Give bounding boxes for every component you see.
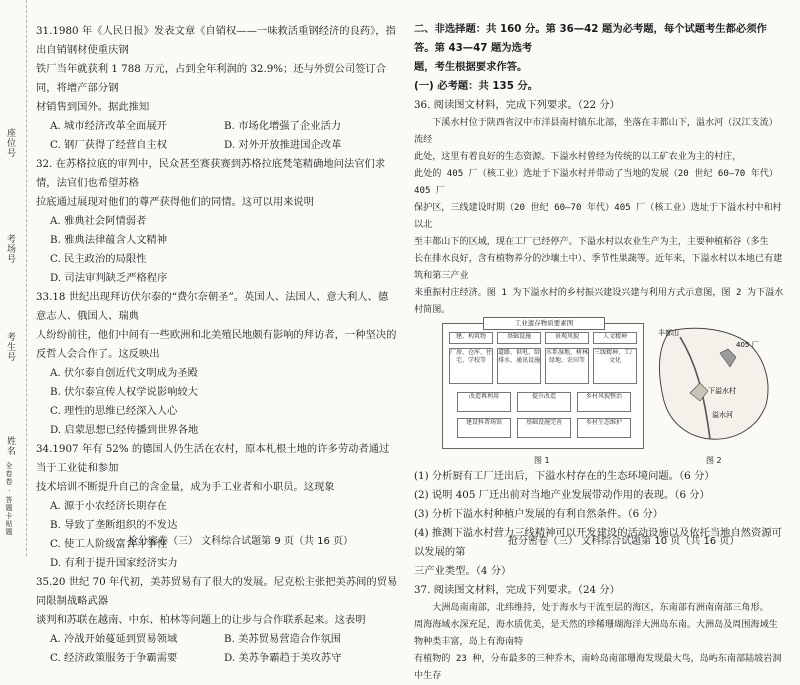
q36-para-6: 长在排水良好，含有植物养分的沙壤土中）、季节性果蔬等。近年来，下溢水村以本地已有建筑和第三产业	[414, 254, 783, 281]
q31-stem-3: 材销售到国外。据此推知	[36, 101, 150, 113]
q37-para-3: 有植物的 23 种，分布最多的三种乔木，南岭岛南部珊海发现最大鸟，岛屿东南部陆坡岩洞中生存	[414, 654, 782, 681]
q32-option-c: C. 民主政治的局限性	[50, 253, 147, 265]
fig1-top-box-3: 景观风貌	[545, 332, 589, 344]
binding-margin	[0, 0, 27, 556]
map-label-mountain: 丰都山	[658, 329, 679, 337]
figure-1-flowchart	[442, 319, 644, 449]
q34-stem-2: 技术培训不断提升自己的含金量，成为手工业者和小职员。这现象	[36, 481, 335, 493]
fig1-result-box-2: 基础设施完善	[517, 418, 571, 438]
question-31	[36, 22, 398, 155]
q34-option-a: A. 源于小农经济长期存在	[50, 500, 167, 512]
section-2-heading-2: 题，考生根据要求作答。	[414, 61, 528, 73]
q31-options-cd	[36, 136, 398, 155]
q31-stem-2: 铁厂当年就获利 1 788 万元，占到全年利润的 32.9%；还与外贸公司签订合同，将增产部分钢	[36, 63, 387, 94]
q35-option-b: B. 美苏贸易营造合作氛围	[224, 633, 342, 645]
q33-option-a: A. 伏尔泰自创近代文明成为圣殿	[50, 367, 198, 379]
q33-option-d: D. 启蒙思想已经传播到世界各地	[50, 424, 199, 436]
q32-option-b: B. 雅典法律蕴含人文精神	[50, 234, 168, 246]
question-33	[36, 288, 398, 440]
q35-option-d: D. 美苏争霸趋于美攻苏守	[224, 652, 342, 664]
figure-1-caption: 图 1	[534, 456, 550, 465]
fig1-top-box-1: 建、构筑物	[449, 332, 493, 344]
map-label-factory: 405 厂	[736, 341, 759, 349]
q36-heading: 36. 阅读图文材料，完成下列要求。（22 分）	[414, 99, 620, 111]
q32-stem-1: 32. 在苏格拉底的审判中，民众甚至赛获赛到苏格拉底梵笔精确地问法官们求情，法官们也希望苏格	[36, 158, 386, 189]
exam-room-label: 考场号	[5, 234, 15, 264]
fig1-action-box-1: 改造再利用	[457, 392, 511, 412]
q35-options-ab	[36, 630, 398, 649]
seat-label: 座位号	[5, 128, 15, 158]
figure-2-village-map	[650, 323, 778, 447]
q36-sub-2: (2) 说明 405 厂迁出前对当地产业发展带动作用的表现。（6 分）	[414, 489, 710, 501]
footer-right: 抢分密卷（三） 文科综合试题第 10 页（共 16 页）	[508, 536, 740, 547]
q36-sub-3: (3) 分析下溢水村种植户发展的有利自然条件。（6 分）	[414, 508, 664, 520]
fig1-mid-box-2: 道路、供电、给排水、通讯设施	[497, 348, 541, 384]
fig1-top-box-2: 基础设施	[497, 332, 541, 344]
section-2-heading-1: 二、非选择题：共 160 分。第 36—42 题为必考题，每个试题考生都必须作答。第 43—47 题为选考	[414, 23, 767, 54]
q34-option-d: D. 有利于提升国家经济实力	[50, 557, 178, 569]
figure-1-title: 工业遗存物质要素图	[483, 317, 605, 330]
q32-option-d: D. 司法审判缺乏严格程序	[50, 272, 168, 284]
q36-para-4: 保护区，三线建设时期（20 世纪 60—70 年代）405 厂（核工业）选址于下溢水村中和村以北	[414, 203, 782, 230]
q32-option-a: A. 雅典社会阿情弱者	[50, 215, 147, 227]
q36-sub-questions	[414, 467, 784, 581]
q31-stem-1: 31.1980 年《人民日报》发表文章《自销权——一味救活重钢经济的良药》，指出自销钢材使重庆钢	[36, 25, 396, 56]
fig1-top-box-4: 人文精神	[593, 332, 637, 344]
q37-para-1: 大洲岛南南部，北纬维持，处于海水与干流至层的海区，东南部有洲南南部三角形。	[432, 603, 769, 613]
q36-sub-1: (1) 分析厨有工厂迁出后，下溢水村存在的生态环境问题。（6 分）	[414, 470, 715, 482]
q35-stem-2: 谈判和苏联在越南、中东、柏林等问题上的让步与合作联系起来。这表明	[36, 614, 366, 626]
q36-figures	[414, 319, 784, 465]
candidate-number-label: 考生号	[5, 332, 15, 362]
q31-options-ab	[36, 117, 398, 136]
q36-sub-4-cont: 三产业类型。（4 分）	[414, 565, 512, 577]
map-label-village: 下溢水村	[708, 387, 736, 395]
q31-option-d: D. 对外开放推进国企改革	[224, 139, 342, 151]
q35-options-cd	[36, 649, 398, 668]
left-column	[36, 22, 398, 668]
figure-2-caption: 图 2	[706, 456, 722, 465]
q36-para-7: 来重振村庄经济。图 1 为下溢水村的乡村振兴建设兴建与利用方式示意图，图 2 为下溢水村简图。	[414, 288, 784, 315]
q36-material	[414, 115, 784, 319]
fig1-mid-box-3: 水系湿地、树林绿地、农田等	[545, 348, 589, 384]
q31-option-b: B. 市场化增强了企业活力	[224, 120, 342, 132]
q35-option-a: A. 冷战开始蔓延到贸易领域	[50, 633, 178, 645]
map-label-river: 溢水河	[712, 411, 733, 419]
fig1-mid-box-1: 厂房、仓库、住宅、学校等	[449, 348, 493, 384]
binding-note: 全卷卷 · 答题卡贴题	[5, 462, 13, 536]
name-label: 姓名	[5, 436, 15, 456]
q31-option-c: C. 钢厂获得了经营自主权	[50, 139, 168, 151]
footer-left: 抢分密卷（三） 文科综合试题第 9 页（共 16 页）	[128, 536, 353, 547]
q36-sub-4: (4) 推测下溢水村营力三线精神可以开发建设的活动设施以及依托当地自然资源可以发展的第	[414, 527, 782, 558]
q33-option-b: B. 伏尔泰宣传人权学说影响较大	[50, 386, 198, 398]
q33-option-c: C. 理性的思维已经深入人心	[50, 405, 178, 417]
q35-option-c: C. 经济政策服务于争霸需要	[50, 652, 178, 664]
q33-stem-1: 33.18 世纪出现拜访伏尔泰的“费尔奈朝圣”。英国人、法国人、意大利人、德意志人、俄国人、瑞典	[36, 291, 389, 322]
fig1-result-box-3: 乡村生态维护	[577, 418, 631, 438]
q33-stem-2: 人纷纷前往，他们中间有一些欧洲和北美殖民地颇有影响的拜访者，一种坚决的反哲人会合作了。这反映出	[36, 329, 397, 360]
fig1-action-box-3: 乡村风貌整治	[577, 392, 631, 412]
q36-para-2: 此处，这里有着良好的生态资源。下溢水村曾经为传统的以工矿农业为主的村庄，	[414, 152, 742, 162]
q34-stem-1: 34.1907 年有 52% 的德国人仍生活在农村，原本札根土地的许多劳动者通过当于工业徒和参加	[36, 443, 390, 474]
fig1-mid-box-4: 三线精神、工厂文化	[593, 348, 637, 384]
q34-option-c: C. 使工人阶级富含斗争性	[50, 538, 168, 550]
fig1-action-box-2: 提升改造	[517, 392, 571, 412]
question-35	[36, 573, 398, 668]
q37-heading: 37. 阅读图文材料，完成下列要求。（24 分）	[414, 584, 620, 596]
q32-stem-2: 拉底通过展现对他们的尊严获得他们的同情。这可以用来说明	[36, 196, 315, 208]
required-questions-heading: (一) 必考题：共 135 分。	[414, 80, 539, 92]
q36-para-3: 此处的 405 厂（核工业）选址于下溢水村并带动了当地的发展（20 世纪 60—70 年代）405 厂	[414, 169, 779, 196]
question-32	[36, 155, 398, 288]
q35-stem-1: 35.20 世纪 70 年代初，美苏贸易有了很大的发展。尼克松主张把美苏间的贸易同限制战略武器	[36, 576, 398, 607]
q36-para-1: 下溪水村位于陕西省汉中市洋县南村镇东北部，坐落在丰都山下，溢水河（汉江支流）流经	[414, 118, 778, 145]
question-34	[36, 440, 398, 573]
q31-option-a: A. 城市经济改革全面展开	[50, 120, 167, 132]
right-column	[414, 20, 784, 685]
q36-para-5: 至丰都山下的区域，现在工厂已经停产。下溢水村以农业生产为主，主要种植稻谷（多生	[414, 237, 769, 247]
fig1-result-box-1: 建设科普场馆	[457, 418, 511, 438]
q34-option-b: B. 导致了垄断组织的不发达	[50, 519, 178, 531]
q37-para-2: 周海海域水深充足，海水质优美，是天然的珍稀珊瑚海洋大洲岛东南。大洲岛及周围海域生物种类丰富，岛上有海南特	[414, 620, 778, 647]
